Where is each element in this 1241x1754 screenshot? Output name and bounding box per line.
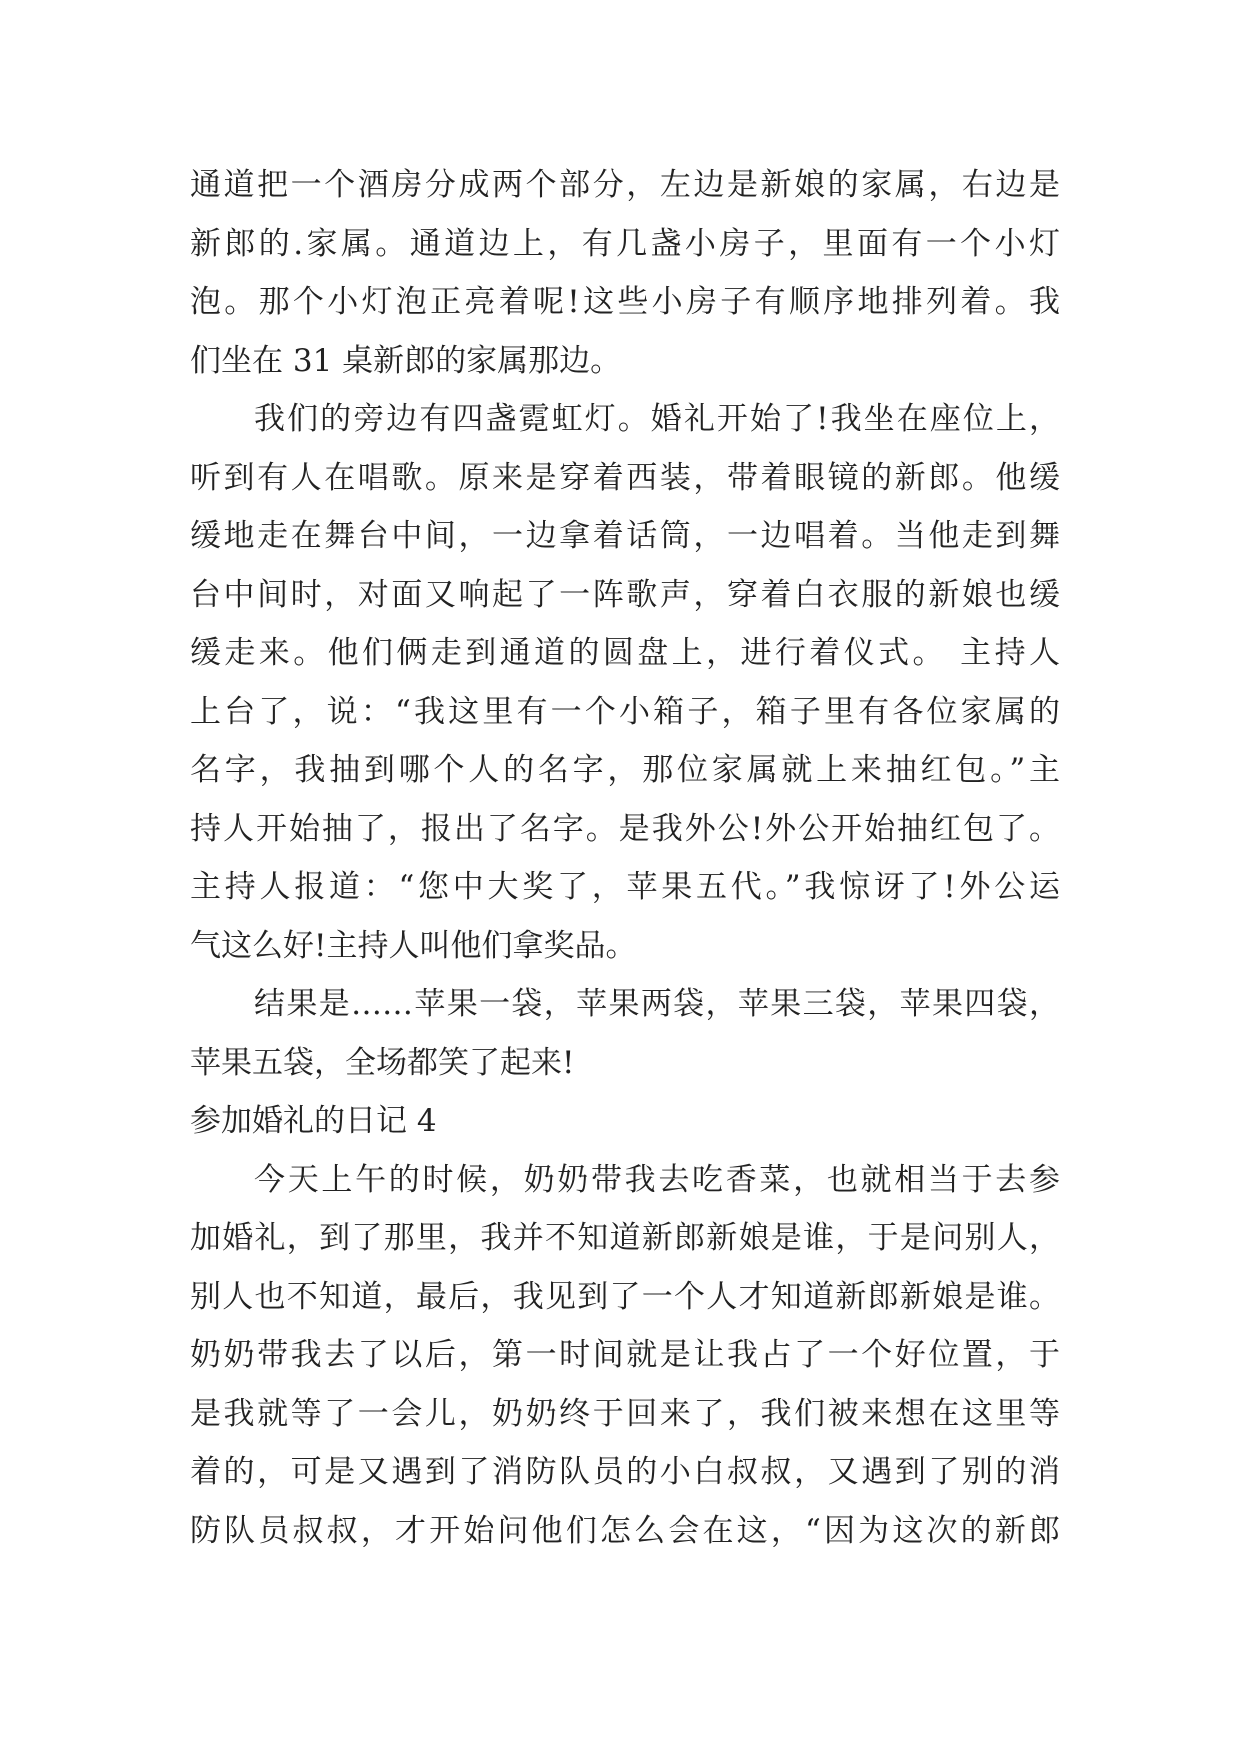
text-line: 主持人报道：“您中大奖了，苹果五代。”我惊讶了!外公运 [190,869,1060,905]
text-line: 着的，可是又遇到了消防队员的小白叔叔，又遇到了别的消 [190,1454,1060,1490]
text-line: 上台了，说：“我这里有一个小箱子，箱子里有各位家属的 [190,693,1060,730]
text-line: 们坐在 31 桌新郎的家属那边。 [190,342,622,379]
text-line: 气这么好!主持人叫他们拿奖品。 [190,927,637,964]
section-title: 参加婚礼的日记 4 [190,1103,437,1139]
text-line: 名字，我抽到哪个人的名字，那位家属就上来抽红包。”主 [190,752,1060,788]
text-line: 持人开始抽了，报出了名字。是我外公!外公开始抽红包了。 [190,810,1060,847]
paragraph-1 [190,156,1060,390]
text-line: 缓地走在舞台中间，一边拿着话筒，一边唱着。当他走到舞 [190,518,1060,554]
text-line: 今天上午的时候，奶奶带我去吃香菜，也就相当于去参 [254,1161,1060,1198]
text-line: 别人也不知道，最后，我见到了一个人才知道新郎新娘是谁。 [190,1278,1060,1315]
text-line: 防队员叔叔，才开始问他们怎么会在这，“因为这次的新郎 [190,1512,1060,1549]
text-line: 缓走来。他们俩走到通道的圆盘上，进行着仪式。 主持人 [190,635,1060,671]
text-line: 加婚礼，到了那里，我并不知道新郎新娘是谁，于是问别人， [190,1220,1060,1256]
text-line: 结果是……苹果一袋，苹果两袋，苹果三袋，苹果四袋， [254,986,1060,1022]
text-line: 新郎的.家属。通道边上，有几盏小房子，里面有一个小灯 [190,225,1060,262]
text-line: 台中间时，对面又响起了一阵歌声，穿着白衣服的新娘也缓 [190,576,1060,613]
text-line: 苹果五袋，全场都笑了起来! [190,1044,575,1081]
text-line: 奶奶带我去了以后，第一时间就是让我占了一个好位置，于 [190,1337,1060,1373]
paragraph-2 [190,390,1060,975]
text-line: 泡。那个小灯泡正亮着呢!这些小房子有顺序地排列着。我 [190,284,1060,320]
text-line: 通道把一个酒房分成两个部分，左边是新娘的家属，右边是 [190,167,1060,203]
text-line: 是我就等了一会儿，奶奶终于回来了，我们被来想在这里等 [190,1395,1060,1432]
text-line: 听到有人在唱歌。原来是穿着西装，带着眼镜的新郎。他缓 [190,459,1060,496]
paragraph-3 [190,975,1060,1092]
text-line: 我们的旁边有四盏霓虹灯。婚礼开始了!我坐在座位上， [254,401,1060,437]
paragraph-4 [190,1151,1060,1561]
document-body [190,156,1060,1560]
